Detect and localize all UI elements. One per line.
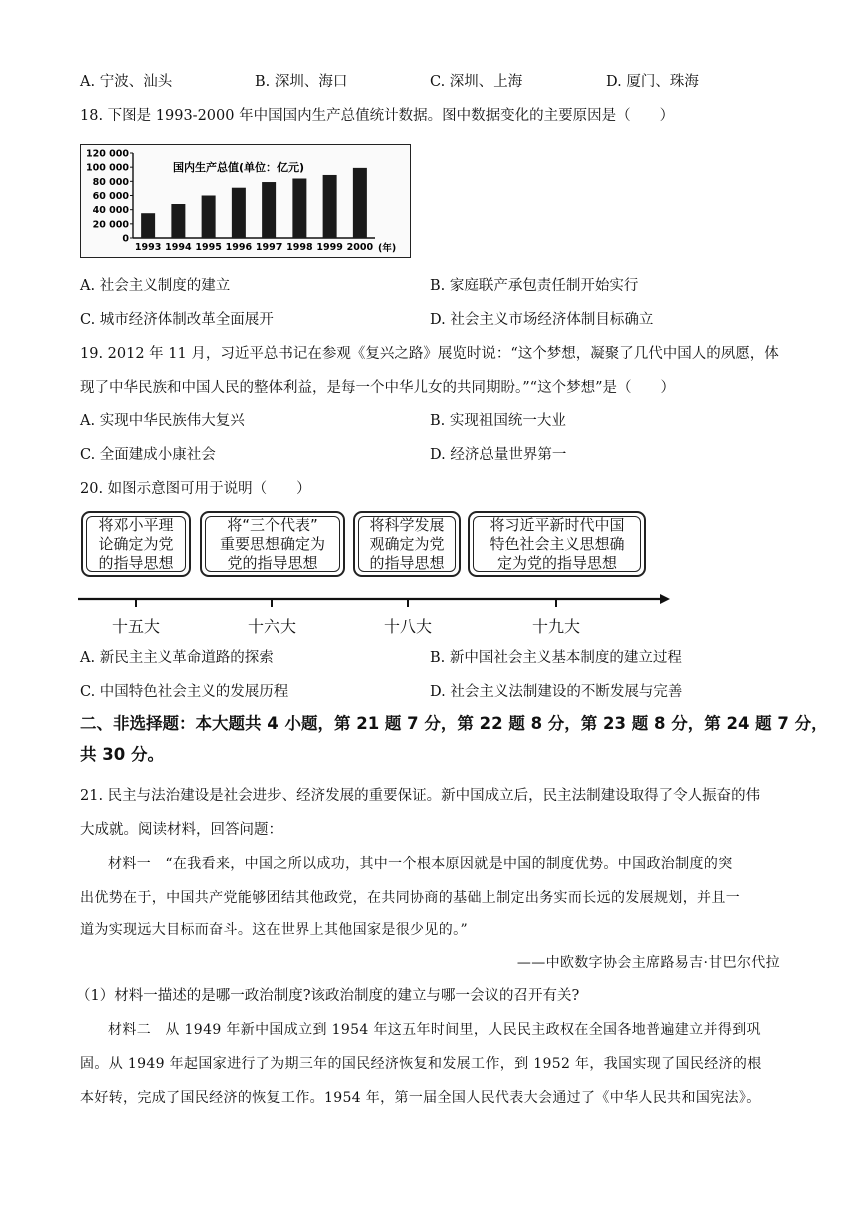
q17-option-c: C. 深圳、上海	[430, 74, 523, 90]
section2-heading-line1: 二、非选择题：本大题共 4 小题，第 21 题 7 分，第 22 题 8 分，第 23 题 8 分，第 24 题 7 分，	[80, 714, 828, 733]
chart-bar	[202, 196, 216, 239]
tick-19th-congress: 十九大	[531, 617, 580, 636]
material1-line3: 道为实现远大目标而奋斗。这在世界上其他国家是很少见的。”	[80, 922, 468, 938]
chart-title: 国内生产总值(单位：亿元)	[173, 161, 305, 174]
chart-x-unit: (年)	[378, 243, 397, 254]
q20-option-a: A. 新民主主义革命道路的探索	[80, 650, 274, 666]
box-line: 将习近平新时代中国	[489, 516, 625, 534]
chart-y-tick-label: 120 000	[86, 148, 129, 160]
box-line: 将科学发展	[369, 516, 445, 534]
material1-line1: 材料一 “在我看来，中国之所以成功，其中一个根本原因就是中国的制度优势。中国政治制度的突	[108, 856, 733, 872]
timeline-box-three-represents	[200, 511, 345, 577]
box-line: 观确定为党	[369, 535, 445, 553]
q18-option-b: B. 家庭联产承包责任制开始实行	[430, 278, 639, 294]
q17-option-a: A. 宁波、汕头	[80, 74, 173, 90]
q19-option-d: D. 经济总量世界第一	[430, 447, 567, 463]
q20-option-b: B. 新中国社会主义基本制度的建立过程	[430, 650, 682, 666]
material1-line2: 出优势在于，中国共产党能够团结其他政党，在共同协商的基础上制定出务实而长远的发展规划，并且一	[80, 890, 741, 906]
q18-option-c: C. 城市经济体制改革全面展开	[80, 312, 274, 328]
chart-x-tick-label: 1996	[225, 242, 253, 253]
chart-bar	[141, 213, 155, 238]
chart-bar	[171, 204, 185, 238]
q18-stem: 18. 下图是 1993-2000 年中国国内生产总值统计数据。图中数据变化的主要原因是（ ）	[80, 108, 675, 124]
q20-option-d: D. 社会主义法制建设的不断发展与完善	[430, 684, 683, 700]
chart-x-tick-label: 1994	[165, 242, 192, 253]
tick-16th-congress: 十六大	[247, 617, 296, 636]
chart-y-tick-label: 40 000	[92, 205, 129, 217]
q19-stem-line1: 19. 2012 年 11 月，习近平总书记在参观《复兴之路》展览时说：“这个梦想，凝聚了几代中国人的夙愿，体	[80, 346, 779, 362]
chart-y-tick-label: 20 000	[92, 219, 129, 231]
chart-x-tick-label: 1999	[316, 242, 343, 253]
box-line: 将邓小平理	[98, 516, 174, 534]
q19-option-c: C. 全面建成小康社会	[80, 447, 216, 463]
box-line: 论确定为党	[98, 535, 174, 553]
box-line: 特色社会主义思想确	[489, 535, 625, 553]
q20-option-c: C. 中国特色社会主义的发展历程	[80, 684, 289, 700]
chart-bar	[292, 179, 306, 239]
tick-15th-congress: 十五大	[111, 617, 160, 636]
chart-x-tick-label: 1998	[286, 242, 313, 253]
q21-stem-line1: 21. 民主与法治建设是社会进步、经济发展的重要保证。新中国成立后，民主法制建设取得了令人振奋的伟	[80, 788, 761, 804]
chart-y-tick-label: 60 000	[92, 191, 129, 202]
gdp-bar-chart	[80, 144, 411, 258]
timeline-box-scientific-development	[353, 511, 461, 577]
q19-option-b: B. 实现祖国统一大业	[430, 413, 566, 429]
q21-stem-line2: 大成就。阅读材料，回答问题：	[80, 822, 283, 838]
box-line: 的指导思想	[98, 554, 174, 572]
q19-stem-line2: 现了中华民族和中国人民的整体利益，是每一个中华儿女的共同期盼。”“这个梦想”是（ ）	[80, 380, 675, 396]
box-line: 重要思想确定为	[219, 535, 325, 553]
chart-y-tick-label: 80 000	[92, 176, 129, 188]
q17-option-d: D. 厦门、珠海	[606, 74, 699, 90]
chart-bar	[232, 188, 246, 238]
chart-bar	[262, 182, 276, 238]
timeline-axis	[76, 586, 676, 616]
q17-option-b: B. 深圳、海口	[255, 74, 348, 90]
chart-x-tick-label: 1993	[134, 242, 162, 253]
material2-line1: 材料二 从 1949 年新中国成立到 1954 年这五年时间里，人民民主政权在全国各地普遍建立并得到巩	[108, 1022, 761, 1038]
timeline-box-xi-thought	[468, 511, 646, 577]
chart-x-tick-label: 1995	[195, 242, 222, 253]
q20-stem: 20. 如图示意图可用于说明（ ）	[80, 481, 311, 497]
section2-heading-line2: 共 30 分。	[80, 745, 164, 764]
q21-subquestion-1: （1）材料一描述的是哪一政治制度?该政治制度的建立与哪一会议的召开有关?	[76, 988, 580, 1004]
chart-bar	[353, 168, 367, 238]
timeline-box-deng	[81, 511, 191, 577]
box-line: 定为党的指导思想	[496, 554, 617, 572]
box-line: 党的指导思想	[227, 554, 318, 572]
chart-bar	[323, 175, 337, 238]
material2-line2: 固。从 1949 年起国家进行了为期三年的国民经济恢复和发展工作，到 1952 年，我国实现了国民经济的根	[80, 1056, 762, 1072]
chart-x-tick-label: 2000	[346, 242, 374, 253]
chart-y-tick-label: 100 000	[86, 162, 129, 174]
gdp-chart-svg	[81, 145, 410, 257]
material1-source: ——中欧数字协会主席路易吉·甘巴尔代拉	[516, 955, 780, 971]
q18-option-d: D. 社会主义市场经济体制目标确立	[430, 312, 654, 328]
box-line: 的指导思想	[369, 554, 445, 572]
chart-y-tick-label: 0	[122, 233, 129, 245]
tick-18th-congress: 十八大	[383, 617, 432, 636]
q18-option-a: A. 社会主义制度的建立	[80, 278, 231, 294]
material2-line3: 本好转，完成了国民经济的恢复工作。1954 年，第一届全国人民代表大会通过了《中华人民共和国宪法》。	[80, 1090, 761, 1106]
chart-x-tick-label: 1997	[255, 242, 283, 253]
party-timeline-diagram	[76, 508, 676, 638]
q19-option-a: A. 实现中华民族伟大复兴	[80, 413, 245, 429]
box-line: 将“三个代表”	[227, 516, 318, 534]
